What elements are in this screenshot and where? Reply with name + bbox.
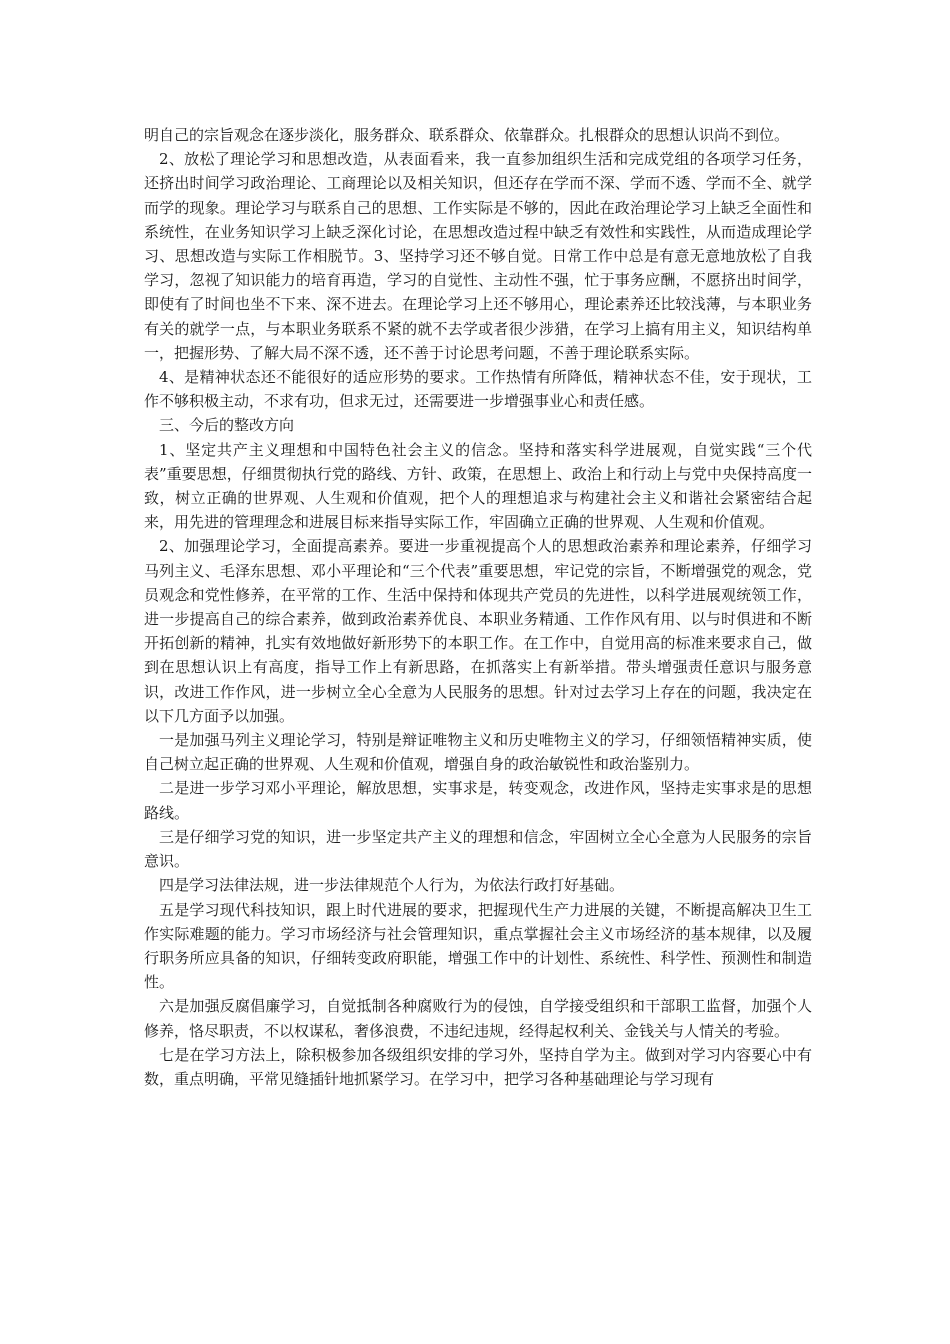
- paragraph-sub-4: 四是学习法律法规，进一步法律规范个人行为，为依法行政打好基础。: [159, 876, 625, 895]
- paragraph-sub-7: 七是在学习方法上，除积极参加各级组织安排的学习外，坚持自学为主。做到对学习内容要心中有数，重点明确，平常见缝插针地抓紧学习。在学习中，把学习各种基础理论与学习现有: [144, 1045, 812, 1088]
- paragraph-sub-1: 一是加强马列主义理论学习，特别是辩证唯物主义和历史唯物主义的学习，仔细领悟精神实质，使自己树立起正确的世界观、人生观和价值观，增强自身的政治敏锐性和政治鉴别力。: [144, 731, 812, 774]
- paragraph-sub-5: 五是学习现代科技知识，跟上时代进展的要求，把握现代生产力进展的关键，不断提高解决卫生工作实际难题的能力。学习市场经济与社会管理知识，重点掌握社会主义市场经济的基本规律，以及履行职务所应具备的知识，仔细转变政府职能，增强工作中的计划性、系统性、科学性、预测性和制造性。: [144, 900, 812, 992]
- paragraph-item-4: 4、是精神状态还不能很好的适应形势的要求。工作热情有所降低，精神状态不佳，安于现状，工作不够积极主动，不求有功，但求无过，还需要进一步增强事业心和责任感。: [144, 368, 812, 411]
- paragraph-direction-1: 1、坚定共产主义理想和中国特色社会主义的信念。坚持和落实科学进展观，自觉实践“三个代表”重要思想，仔细贯彻执行党的路线、方针、政策，在思想上、政治上和行动上与党中央保持高度一致，树立正确的世界观、人生观和价值观，把个人的理想追求与构建社会主义和谐社会紧密结合起来，用先进的管理理念和进展目标来指导实际工作，牢固确立正确的世界观、人生观和价值观。: [144, 440, 812, 532]
- paragraph-sub-2: 二是进一步学习邓小平理论，解放思想，实事求是，转变观念，改进作风，坚持走实事求是的思想路线。: [144, 779, 812, 822]
- document-body: [144, 123, 812, 1091]
- section-heading-rectification: 三、今后的整改方向: [159, 416, 295, 435]
- paragraph-item-2: 2、放松了理论学习和思想改造，从表面看来，我一直参加组织生活和完成党组的各项学习任务，还挤出时间学习政治理论、工商理论以及相关知识，但还存在学而不深、学而不透、学而不全、就学而学的现象。理论学习与联系自己的思想、工作实际是不够的，因此在政治理论学习上缺乏全面性和系统性，在业务知识学习上缺乏深化讨论，在思想改造过程中缺乏有效性和实践性，从而造成理论学习、思想改造与实际工作相脱节。3、坚持学习还不够自觉。日常工作中总是有意无意地放松了自我学习，忽视了知识能力的培育再造，学习的自觉性、主动性不强，忙于事务应酬，不愿挤出时间学，即使有了时间也坐不下来、深不进去。在理论学习上还不够用心，理论素养还比较浅薄，与本职业务有关的就学一点，与本职业务联系不紧的就不去学或者很少涉猎，在学习上搞有用主义，知识结构单一，把握形势、了解大局不深不透，还不善于讨论思考问题，不善于理论联系实际。: [144, 150, 812, 362]
- paragraph-sub-3: 三是仔细学习党的知识，进一步坚定共产主义的理想和信念，牢固树立全心全意为人民服务的宗旨意识。: [144, 827, 812, 871]
- paragraph-sub-6: 六是加强反腐倡廉学习，自觉抵制各种腐败行为的侵蚀，自学接受组织和干部职工监督，加强个人修养，恪尽职责，不以权谋私，奢侈浪费，不违纪违规，经得起权利关、金钱关与人情关的考验。: [144, 997, 812, 1040]
- paragraph-continuation: 明自己的宗旨观念在逐步淡化，服务群众、联系群众、依靠群众。扎根群众的思想认识尚不到位。: [144, 126, 790, 144]
- paragraph-direction-2: 2、加强理论学习，全面提高素养。要进一步重视提高个人的思想政治素养和理论素养，仔细学习马列主义、毛泽东思想、邓小平理论和“三个代表”重要思想，牢记党的宗旨，不断增强党的观念，党员观念和党性修养，在平常的工作、生活中保持和体现共产党员的先进性，以科学进展观统领工作，进一步提高自己的综合素养，做到政治素养优良、本职业务精通、工作作风有用、以与时俱进和不断开拓创新的精神，扎实有效地做好新形势下的本职工作。在工作中，自觉用高的标准来要求自己，做到在思想认识上有高度，指导工作上有新思路，在抓落实上有新举措。带头增强责任意识与服务意识，改进工作作风，进一步树立全心全意为人民服务的思想。针对过去学习上存在的问题，我决定在以下几方面予以加强。: [144, 537, 812, 725]
